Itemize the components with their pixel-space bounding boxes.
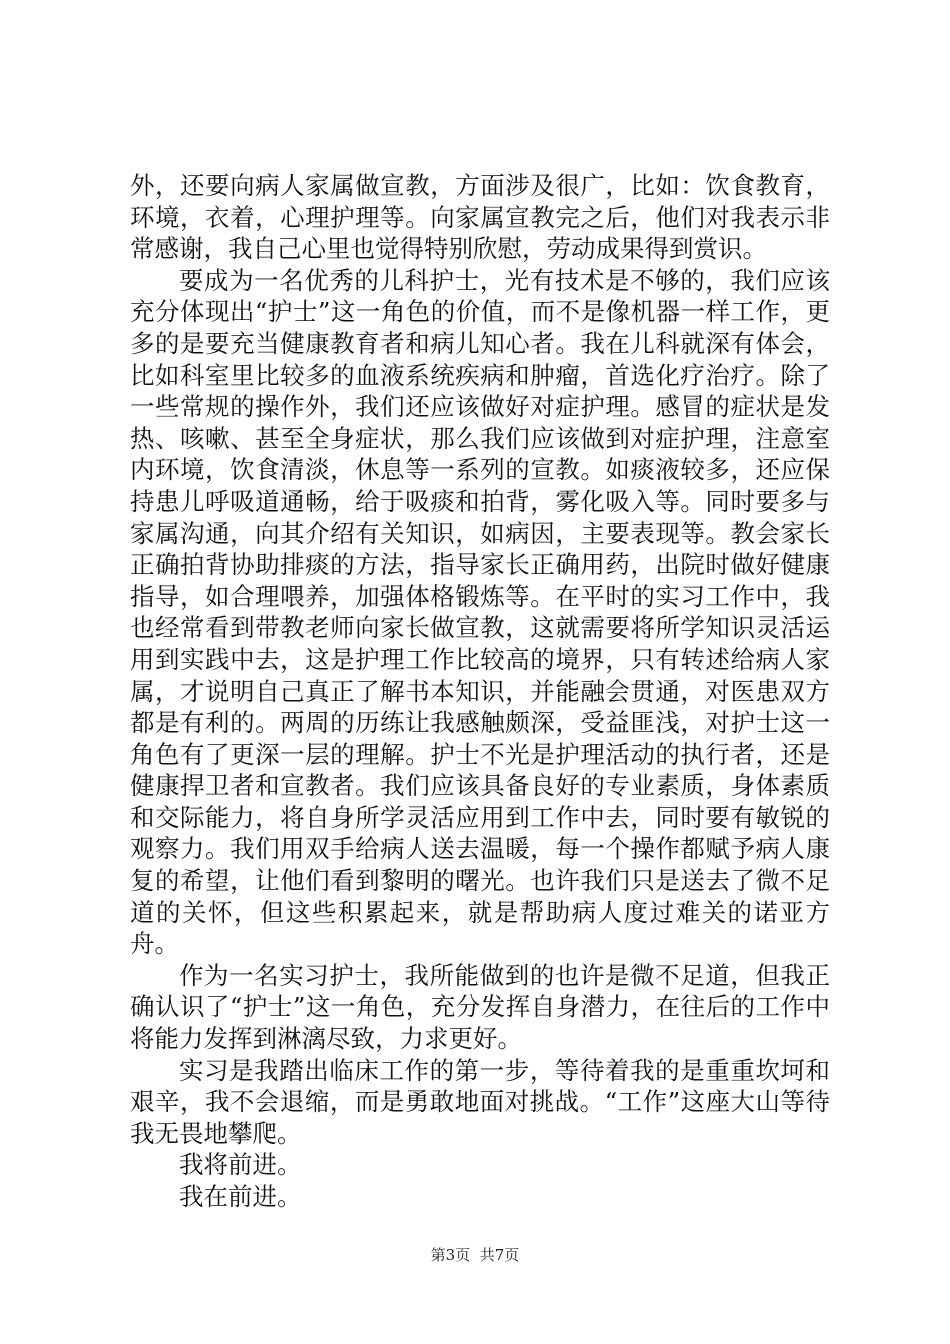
paragraph-intern-role: 作为一名实习护士，我所能做到的也许是微不足道，但我正确认识了“护士”这一角色，充分发挥自身潜力，在往后的工作中将能力发挥到淋漓尽致，力求更好。 — [130, 960, 830, 1054]
paragraph-advancing: 我在前进。 — [179, 1182, 302, 1211]
paragraph-pediatric-nursing: 要成为一名优秀的儿科护士，光有技术是不够的，我们应该充分体现出“护士”这一角色的价值，而不是像机器一样工作，更多的是要充当健康教育者和病儿知心者。我在儿科就深有体会，比如科室里比较多的血液系统疾病和肿瘤，首选化疗治疗。除了一些常规的操作外，我们还应该做好对症护理。感冒的症状是发热、咳嗽、甚至全身症状，那么我们应该做到对症护理，注意室内环境，饮食清淡，休息等一系列的宣教。如痰液较多，还应保持患儿呼吸道通畅，给于吸痰和拍背，雾化吸入等。同时要多与家属沟通，向其介绍有关知识，如病因，主要表现等。教会家长正确拍背协助排痰的方法，指导家长正确用药，出院时做好健康指导，如合理喂养，加强体格锻炼等。在平时的实习工作中，我也经常看到带教老师向家长做宣教，这就需要将所学知识灵活运用到实践中去，这是护理工作比较高的境界，只有转述给病人家属，才说明自己真正了解书本知识，并能融会贯通，对医患双方都是有利的。两周的历练让我感触颇深，受益匪浅，对护士这一角色有了更深一层的理解。护士不光是护理活动的执行者，还是健康捍卫者和宣教者。我们应该具备良好的专业素质，身体素质和交际能力，将自身所学灵活应用到工作中去，同时要有敏锐的观察力。我们用双手给病人送去温暖，每一个操作都赋予病人康复的希望，让他们看到黎明的曙光。也许我们只是送去了微不足道的关怀，但这些积累起来，就是帮助病人度过难关的诺亚方舟。 — [130, 265, 830, 959]
paragraph-continuation: 外，还要向病人家属做宣教，方面涉及很广，比如：饮食教育，环境，衣着，心理护理等。向家属宣教完之后，他们对我表示非常感谢，我自己心里也觉得特别欣慰，劳动成果得到赏识。 — [130, 171, 830, 264]
page-number: 第3页 — [430, 1246, 471, 1264]
document-body — [130, 170, 830, 1213]
paragraph-first-step: 实习是我踏出临床工作的第一步，等待着我的是重重坎坷和艰辛，我不会退缩，而是勇敢地面对挑战。“工作”这座大山等待我无畏地攀爬。 — [130, 1055, 830, 1148]
page-total: 共7页 — [479, 1246, 520, 1264]
paragraph-will-advance: 我将前进。 — [179, 1150, 302, 1180]
page-footer — [0, 1244, 950, 1265]
footer-spacer — [470, 1246, 480, 1264]
